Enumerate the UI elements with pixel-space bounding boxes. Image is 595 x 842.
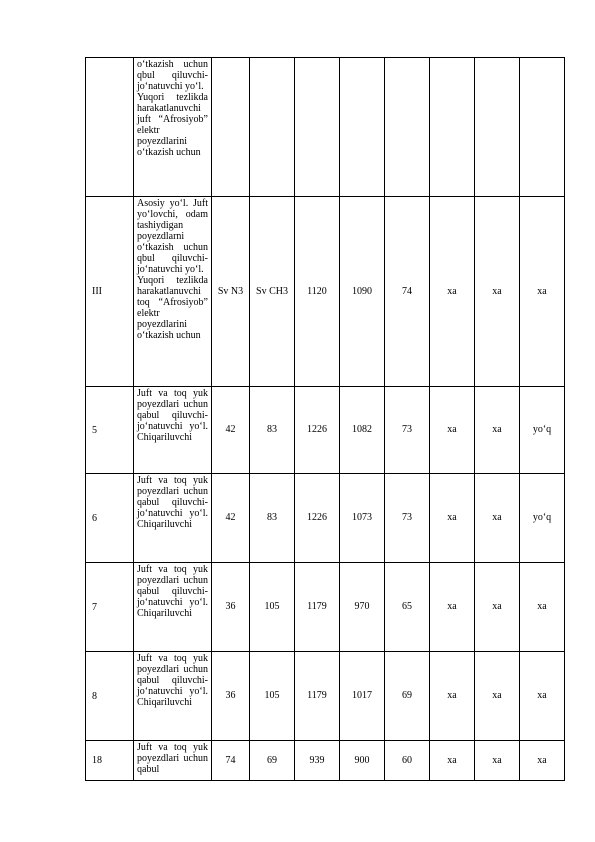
cell-value: 1179 [307,690,327,701]
track-description [134,58,212,197]
cell-value: xa [492,690,502,701]
cell-value: 83 [267,512,277,523]
cell-c2 [250,652,295,741]
cell-value: xa [492,754,502,766]
cell-value: 105 [264,601,280,612]
description-paragraph: Juft va toq yuk poyezdlari uchun qabul qiluvchi-jo‘natuvchi yo‘l. Chiqariluvchi [137,653,208,708]
cell-c5 [385,197,430,387]
track-description [134,563,212,652]
cell-c3 [295,58,340,197]
cell-c6 [430,652,475,741]
cell-c8 [520,197,565,387]
cell-value: 105 [264,690,280,701]
cell-value: yo‘q [532,512,552,523]
cell-c2 [250,197,295,387]
cell-value: 1226 [307,424,327,435]
track-number: 8 [86,652,134,741]
cell-value: 74 [225,754,236,766]
cell-value: 1073 [352,512,372,523]
track-number: III [86,197,134,387]
cell-c3 [295,741,340,781]
track-number: 5 [86,387,134,474]
cell-value: Sv CH3 [256,285,288,297]
cell-c8 [520,474,565,563]
table-row [86,741,565,781]
table-row [86,474,565,563]
description-paragraph: Juft va toq yuk poyezdlari uchun qabul qiluvchi-jo‘natuvchi yo‘l. Chiqariluvchi [137,475,208,530]
cell-value: xa [537,285,547,297]
cell-c4 [340,474,385,563]
cell-value: xa [447,512,457,523]
track-description [134,652,212,741]
table-row [86,652,565,741]
table-body [86,58,565,781]
table-row [86,197,565,387]
cell-value: 1120 [307,285,327,297]
cell-c1 [212,387,250,474]
cell-c3 [295,652,340,741]
cell-c7 [475,652,520,741]
cell-c3 [295,563,340,652]
cell-c5 [385,58,430,197]
cell-c2 [250,387,295,474]
cell-value: xa [537,754,547,766]
cell-value: 36 [225,601,236,612]
cell-value: 73 [402,512,412,523]
cell-c1 [212,652,250,741]
cell-c1 [212,741,250,781]
cell-value: xa [447,601,457,612]
track-number: 18 [86,741,134,781]
table-row [86,563,565,652]
track-description [134,474,212,563]
cell-value: 42 [225,424,236,435]
description-paragraph: Yuqori tezlikda harakatlanuvchi juft “Afrosiyob” elektr poyezdlarini o‘tkazish uchun [137,92,208,158]
cell-value: 73 [402,424,412,435]
cell-c3 [295,474,340,563]
track-number: 6 [86,474,134,563]
cell-value: xa [537,601,547,612]
cell-value: 69 [402,690,412,701]
cell-c7 [475,741,520,781]
cell-c8 [520,58,565,197]
cell-c2 [250,58,295,197]
cell-c5 [385,474,430,563]
track-table [85,57,565,781]
cell-value: xa [492,601,502,612]
cell-value: xa [492,512,502,523]
description-paragraph: Yuqori tezlikda harakatlanuvchi toq “Afrosiyob” elektr poyezdlarini o‘tkazish uchun [137,275,208,341]
cell-c8 [520,741,565,781]
cell-c4 [340,387,385,474]
cell-c8 [520,563,565,652]
cell-c6 [430,563,475,652]
cell-c2 [250,474,295,563]
cell-value: xa [447,690,457,701]
cell-c4 [340,741,385,781]
cell-value: 1179 [307,601,327,612]
cell-c6 [430,474,475,563]
cell-value: xa [447,424,457,435]
cell-value: 1082 [352,424,372,435]
cell-c5 [385,652,430,741]
cell-c8 [520,387,565,474]
description-paragraph: Juft va toq yuk poyezdlari uchun qabul [137,742,208,775]
cell-value: 74 [402,285,412,297]
cell-c4 [340,58,385,197]
cell-value: yo‘q [532,424,552,435]
cell-c1 [212,197,250,387]
cell-c7 [475,387,520,474]
cell-c1 [212,474,250,563]
table-row [86,58,565,197]
cell-value: 36 [225,690,236,701]
cell-c3 [295,197,340,387]
cell-value: 1226 [307,512,327,523]
cell-value: xa [492,285,502,297]
table-row [86,387,565,474]
description-paragraph: Asosiy yo‘l. Juft yo‘lovchi, odam tashiydigan poyezdlarni o‘tkazish uchun qbul qiluvchi-jo‘natuvchi yo‘l. [137,198,208,275]
cell-value: 939 [309,754,325,766]
track-description [134,387,212,474]
cell-c4 [340,563,385,652]
track-number [86,58,134,197]
cell-value: 1090 [352,285,372,297]
track-description [134,741,212,781]
cell-c1 [212,58,250,197]
cell-value: 60 [402,754,412,766]
track-number: 7 [86,563,134,652]
cell-c2 [250,741,295,781]
cell-value: 900 [354,754,370,766]
cell-value: xa [447,754,457,766]
cell-value: 42 [225,512,236,523]
cell-value: 970 [354,601,370,612]
track-description [134,197,212,387]
cell-c7 [475,563,520,652]
cell-value: xa [537,690,547,701]
cell-value: xa [447,285,457,297]
cell-c1 [212,563,250,652]
cell-value: 1017 [352,690,372,701]
cell-value: 65 [402,601,412,612]
cell-c6 [430,387,475,474]
cell-c5 [385,741,430,781]
description-paragraph: Juft va toq yuk poyezdlari uchun qabul qiluvchi-jo‘natuvchi yo‘l. Chiqariluvchi [137,388,208,443]
cell-value: 69 [267,754,277,766]
cell-c4 [340,197,385,387]
cell-c4 [340,652,385,741]
cell-c6 [430,58,475,197]
cell-c7 [475,58,520,197]
description-paragraph: Juft va toq yuk poyezdlari uchun qabul qiluvchi-jo‘natuvchi yo‘l. Chiqariluvchi [137,564,208,619]
description-paragraph: o‘tkazish uchun qbul qiluvchi-jo‘natuvchi yo‘l. [137,59,208,92]
cell-c6 [430,197,475,387]
cell-value: xa [492,424,502,435]
cell-c2 [250,563,295,652]
cell-c7 [475,474,520,563]
cell-value: Sv N3 [217,285,244,297]
cell-c5 [385,387,430,474]
cell-c5 [385,563,430,652]
cell-value: 83 [267,424,277,435]
cell-c8 [520,652,565,741]
cell-c3 [295,387,340,474]
cell-c7 [475,197,520,387]
cell-c6 [430,741,475,781]
